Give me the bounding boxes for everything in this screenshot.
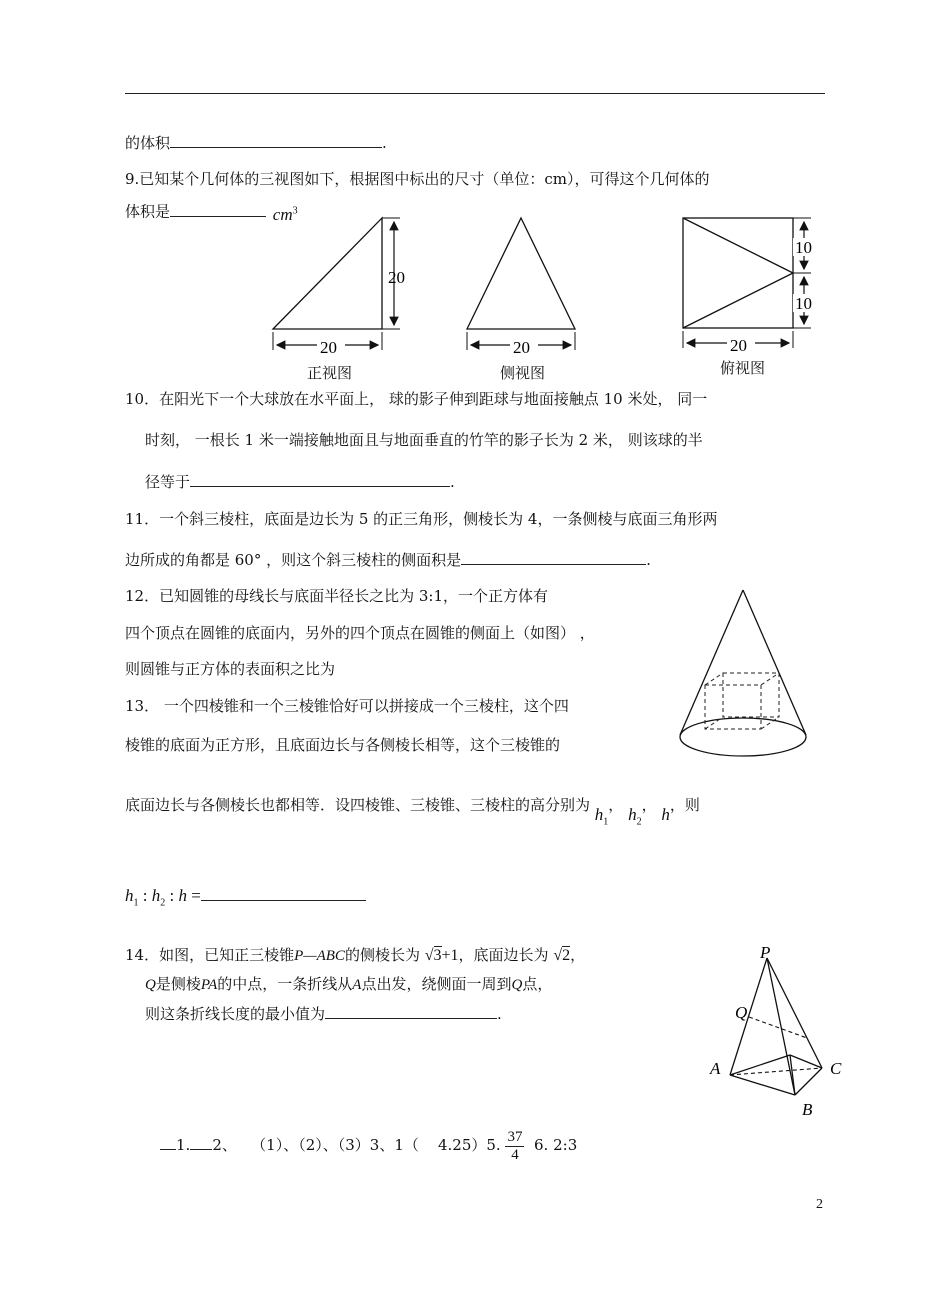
q14-answer-blank[interactable] xyxy=(325,1002,497,1019)
q13-answer-blank[interactable] xyxy=(201,890,366,901)
q12-line-2: 四个顶点在圆锥的底面内，另外的四个顶点在圆锥的侧面上（如图） ， xyxy=(125,624,595,642)
vertex-c-label: C xyxy=(830,1059,842,1078)
front-height-label: 20 xyxy=(388,268,405,287)
q13-line-3: 底面边长与各侧棱长也都相等．设四棱锥、三棱锥、三棱柱的高分别为 $h_1$， $h_2$， h，则 xyxy=(125,796,700,828)
q9-answer-blank[interactable] xyxy=(170,200,266,217)
h-symbol: h xyxy=(661,805,670,824)
q11-answer-blank[interactable] xyxy=(461,548,646,565)
q8-tail-line: 的体积 . xyxy=(125,131,387,154)
page-number: 2 xyxy=(816,1197,823,1212)
q13-line-2: 棱锥的底面为正方形，且底面边长与各侧棱长相等，这个三棱锥的 xyxy=(125,736,561,754)
side-view-caption: 侧视图 xyxy=(500,364,546,382)
q9-unit: $cm^3$ xyxy=(272,204,298,224)
vertex-p-label: P xyxy=(760,943,771,962)
q10-answer-blank[interactable] xyxy=(190,470,450,487)
q14-line-2: Q是侧棱PA的中点，一条折线从A点出发，绕侧面一周到Q点， xyxy=(145,975,553,993)
top-upper-label: 10 xyxy=(795,238,812,257)
q9-line-1: 9.已知某个几何体的三视图如下，根据图中标出的尺寸（单位：cm），可得这个几何体的 xyxy=(125,170,710,188)
top-view-square xyxy=(683,218,793,328)
front-view xyxy=(273,218,405,357)
vertex-a-label: A xyxy=(710,1059,721,1078)
q11-line-1: 11．一个斜三棱柱，底面是边长为 5 的正三角形，侧棱长为 4，一条侧棱与底面三角形两 xyxy=(125,510,718,528)
q10-line-3: 径等于 . xyxy=(145,470,455,493)
q13-ratio-line: $h_1$ : $h_2$ : h = xyxy=(125,885,366,914)
q12-line-1: 12．已知圆锥的母线长与底面半径长之比为 3:1，一个正方体有 xyxy=(125,587,548,605)
top-view xyxy=(683,218,818,355)
front-view-caption: 正视图 xyxy=(307,364,353,382)
vertex-b-label: B xyxy=(802,1100,813,1119)
q14-line-3: 则这条折线长度的最小值为 . xyxy=(145,1002,502,1025)
pabc-symbol: P—ABC xyxy=(294,948,345,964)
q10-line-1: 10．在阳光下一个大球放在水平面上， 球的影子伸到距球与地面接触点 10 米处， 同一 xyxy=(125,390,708,408)
h1-symbol: $h_1$ xyxy=(594,805,609,828)
three-view-figure xyxy=(265,210,825,360)
sqrt2: √2 xyxy=(553,947,571,964)
q12-line-3: 则圆锥与正方体的表面积之比为 xyxy=(125,660,336,678)
header-rule xyxy=(125,93,825,94)
q9-line-2: 体积是 $cm^3$ xyxy=(125,197,298,223)
answers-line: 1. 2、 （1）、（2）、（3）3、1（ 4.25）5. $\frac{37}{4}$ 6. 2:3 xyxy=(160,1125,577,1165)
h2-symbol: $h_2$ xyxy=(628,805,642,828)
front-view-triangle xyxy=(273,218,382,329)
top-view-caption: 俯视图 xyxy=(720,359,766,377)
side-view xyxy=(467,218,575,357)
side-view-triangle xyxy=(467,218,575,329)
cone-cube-figure xyxy=(675,585,815,765)
point-q-label: Q xyxy=(735,1003,748,1022)
q10-line-2: 时刻， 一根长 1 米一端接触地面且与地面垂直的竹竿的影子长为 2 米， 则该球的半 xyxy=(145,431,703,449)
q8-answer-blank[interactable] xyxy=(170,131,382,148)
top-lower-label: 10 xyxy=(795,294,812,313)
pyramid-figure xyxy=(700,938,855,1123)
sqrt3-plus1: √3+1 xyxy=(424,947,459,964)
top-width-label: 20 xyxy=(730,336,747,355)
answer-fraction: $\frac{37}{4}$ xyxy=(507,1128,523,1163)
q13-line-1: 13． 一个四棱锥和一个三棱锥恰好可以拼接成一个三棱柱，这个四 xyxy=(125,697,569,715)
q8-tail-text: 的体积 xyxy=(125,134,171,152)
front-width-label: 20 xyxy=(320,338,337,357)
q11-line-2: 边所成的角都是 60° ，则这个斜三棱柱的侧面积是 . xyxy=(125,548,651,571)
side-width-label: 20 xyxy=(513,338,530,357)
q14-line-1: 14．如图，已知正三棱锥P—ABC的侧棱长为 √3+1，底面边长为 √2， xyxy=(125,946,586,964)
